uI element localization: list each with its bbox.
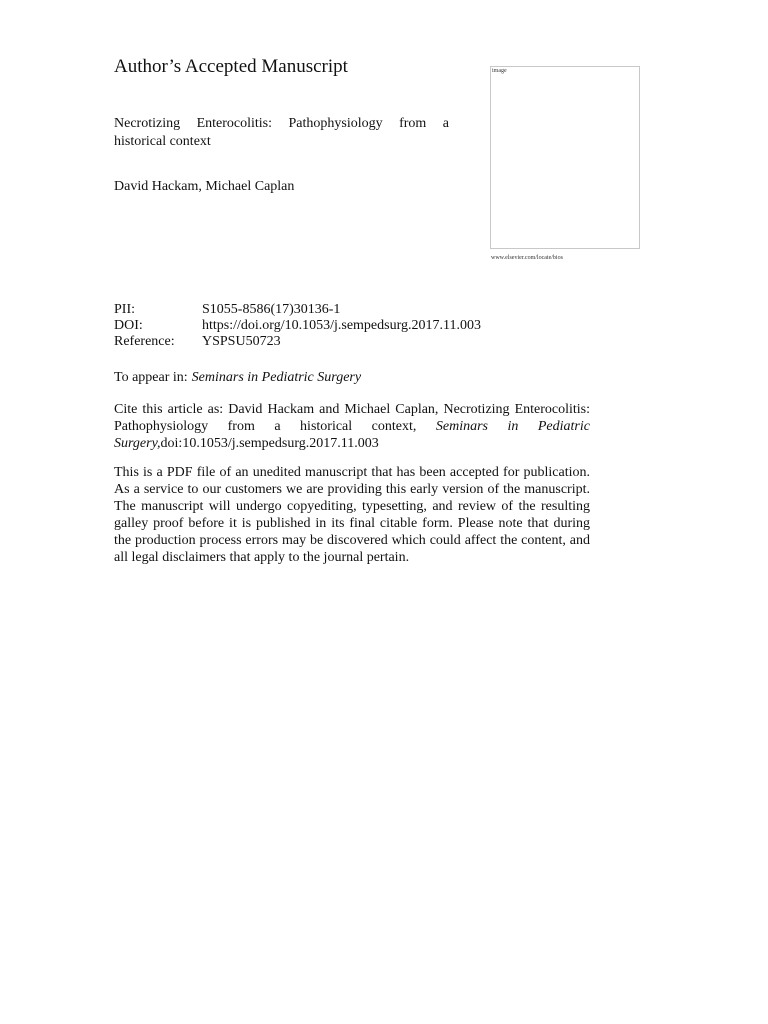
doi-link[interactable]: https://doi.org/10.1053/j.sempedsurg.2017.11.003: [202, 318, 481, 333]
metadata-value: S1055-8586(17)30136-1: [202, 302, 341, 317]
to-appear-in: [114, 369, 361, 386]
cite-doi: doi:10.1053/j.sempedsurg.2017.11.003: [160, 436, 379, 451]
cover-image-placeholder: [490, 66, 640, 249]
journal-url: www.elsevier.com/locate/bios: [491, 255, 563, 261]
metadata-key: Reference:: [114, 334, 175, 349]
metadata-row-pii: [114, 302, 481, 318]
article-metadata: [114, 302, 481, 350]
citation-paragraph: [114, 401, 590, 452]
metadata-value: YSPSU50723: [202, 334, 281, 349]
appear-label: To appear in:: [114, 370, 188, 385]
article-title: Necrotizing Enterocolitis: Pathophysiology from a historical context: [114, 116, 449, 149]
cite-prefix: Cite this article as: David Hackam and Michael Caplan, Necrotizing Enterocolitis: Pathophysiology from a historical context,: [114, 402, 590, 434]
metadata-row-doi: [114, 318, 481, 334]
image-alt-label: image: [492, 68, 507, 74]
appear-journal: Seminars in Pediatric Surgery: [191, 370, 362, 385]
manuscript-heading: Author’s Accepted Manuscript: [114, 56, 348, 77]
author-list: David Hackam, Michael Caplan: [114, 179, 295, 194]
manuscript-notice: This is a PDF file of an unedited manuscript that has been accepted for publication. As a service to our customers we are providing this early version of the manuscript. The manuscript will undergo copyediting, typesetting, and review of the resulting galley proof before it is published in its final citable form. Please note that during the production process errors may be discovered which could affect the content, and all legal disclaimers that apply to the journal pertain.: [114, 465, 590, 565]
cite-journal: Seminars in Pediatric Surgery,: [114, 419, 590, 451]
metadata-key: PII:: [114, 302, 135, 317]
metadata-key: DOI:: [114, 318, 143, 333]
metadata-row-reference: [114, 334, 481, 350]
